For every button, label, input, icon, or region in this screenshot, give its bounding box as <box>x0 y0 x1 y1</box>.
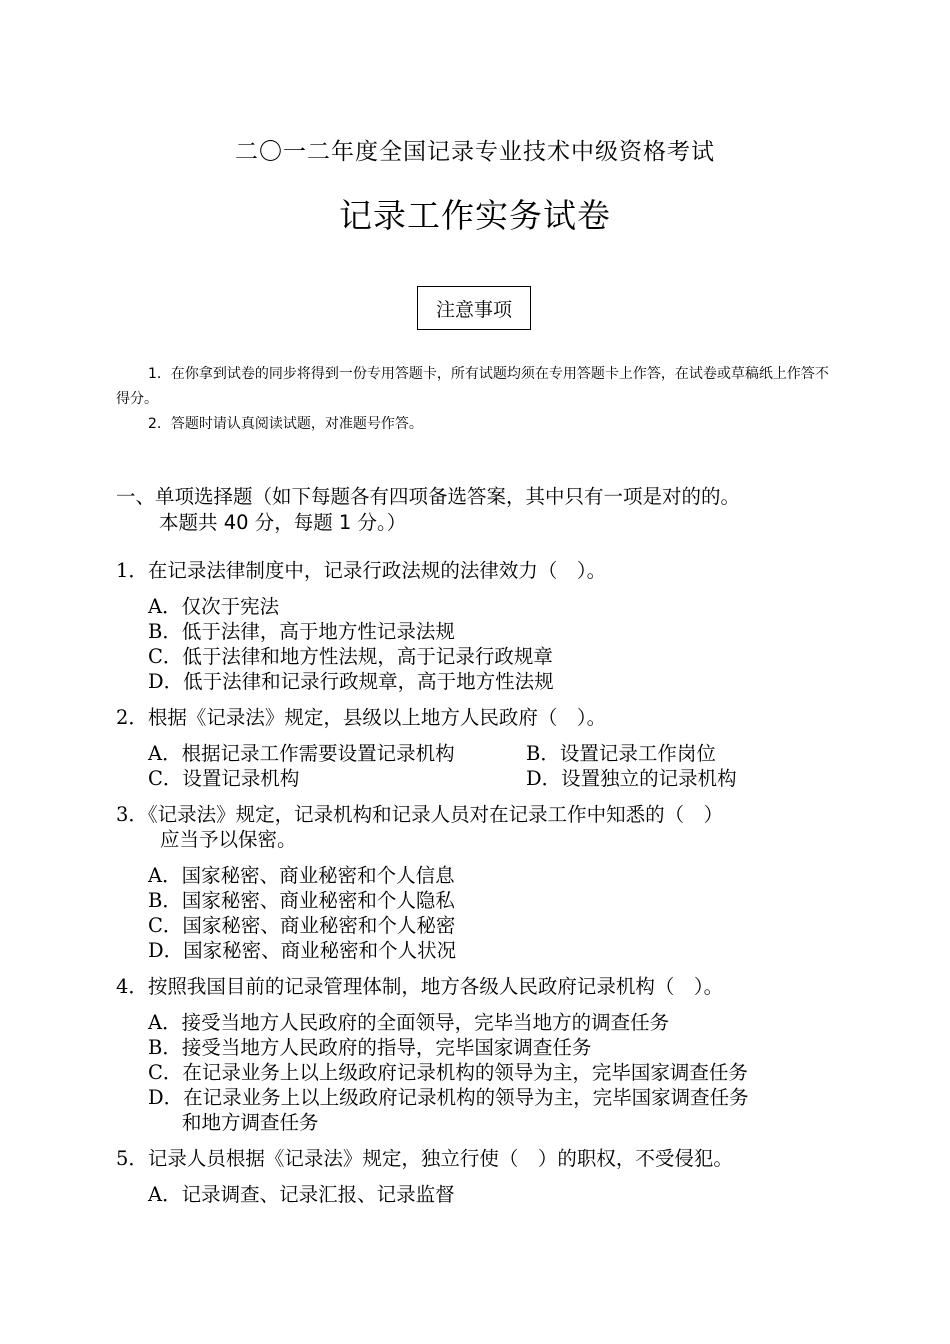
question-stem: 2．根据《记录法》规定，县级以上地方人民政府（ ）。 <box>116 706 607 729</box>
option-a: A．仅次于宪法 <box>148 595 280 618</box>
option-a: A．记录调查、记录汇报、记录监督 <box>148 1183 455 1206</box>
option-c: C．设置记录机构 <box>148 767 300 790</box>
option-a: A．根据记录工作需要设置记录机构 <box>148 742 455 765</box>
question-stem-line1: 3．《记录法》规定，记录机构和记录人员对在记录工作中知悉的（ ） <box>116 803 724 826</box>
exam-title-line2: 记录工作实务试卷 <box>339 196 611 235</box>
option-c: C．在记录业务上以上级政府记录机构的领导为主，完毕国家调查任务 <box>148 1061 748 1084</box>
question-4 <box>116 974 841 1135</box>
question-stem: 1．在记录法律制度中，记录行政法规的法律效力（ ）。 <box>116 559 607 582</box>
note-item: 2．答题时请认真阅读试题，对准题号作答。 <box>148 416 423 432</box>
section-heading-line2: 本题共 40 分，每题 1 分。） <box>159 511 407 534</box>
option-list <box>116 1010 841 1135</box>
option-d: D．设置独立的记录机构 <box>526 767 737 790</box>
option-c: C．国家秘密、商业秘密和个人秘密 <box>148 914 456 937</box>
question-1 <box>116 558 841 694</box>
option-d: D．国家秘密、商业秘密和个人状况 <box>148 939 457 962</box>
option-d-line1: D．在记录业务上以上级政府记录机构的领导为主，完毕国家调查任务 <box>148 1086 749 1109</box>
option-d-line2: 和地方调查任务 <box>182 1111 319 1134</box>
option-d: D．低于法律和记录行政规章，高于地方性法规 <box>148 670 554 693</box>
option-b: B．设置记录工作岗位 <box>526 742 716 765</box>
option-b: B．接受当地方人民政府的指导，完毕国家调查任务 <box>148 1036 592 1059</box>
option-c: C．低于法律和地方性法规，高于记录行政规章 <box>148 645 553 668</box>
question-stem <box>116 802 841 852</box>
notice-label-box <box>417 286 531 330</box>
option-b: B．低于法律，高于地方性记录法规 <box>148 620 455 643</box>
question-3 <box>116 802 841 963</box>
question-stem: 4．按照我国目前的记录管理体制，地方各级人民政府记录机构（ ）。 <box>116 975 724 998</box>
question-5 <box>116 1146 841 1207</box>
question-2 <box>116 705 841 791</box>
option-list <box>116 863 841 963</box>
exam-title-line1: 二〇一二年度全国记录专业技术中级资格考试 <box>235 139 715 165</box>
option-list <box>116 1182 841 1207</box>
option-d <box>148 1085 841 1135</box>
section-heading <box>116 484 836 536</box>
option-list <box>116 594 841 694</box>
note-item: 1．在你拿到试卷的同步将得到一份专用答题卡，所有试题均须在专用答题卡上作答，在试卷或草稿纸上作答不得分。 <box>116 366 829 407</box>
option-list <box>116 741 841 791</box>
question-stem: 5．记录人员根据《记录法》规定，独立行使（ ）的职权，不受侵犯。 <box>116 1147 733 1170</box>
option-a: A．国家秘密、商业秘密和个人信息 <box>148 864 455 887</box>
option-row <box>148 741 841 766</box>
notice-label: 注意事项 <box>435 298 512 321</box>
section-heading-line1: 一、单项选择题（如下每题各有四项备选答案，其中只有一项是对的的。 <box>116 485 741 508</box>
option-b: B．国家秘密、商业秘密和个人隐私 <box>148 889 455 912</box>
option-row <box>148 766 841 791</box>
notes-block <box>116 362 838 437</box>
question-stem-line2: 应当予以保密。 <box>160 828 297 851</box>
option-a: A．接受当地方人民政府的全面领导，完毕当地方的调查任务 <box>148 1011 670 1034</box>
question-list <box>116 558 841 1218</box>
